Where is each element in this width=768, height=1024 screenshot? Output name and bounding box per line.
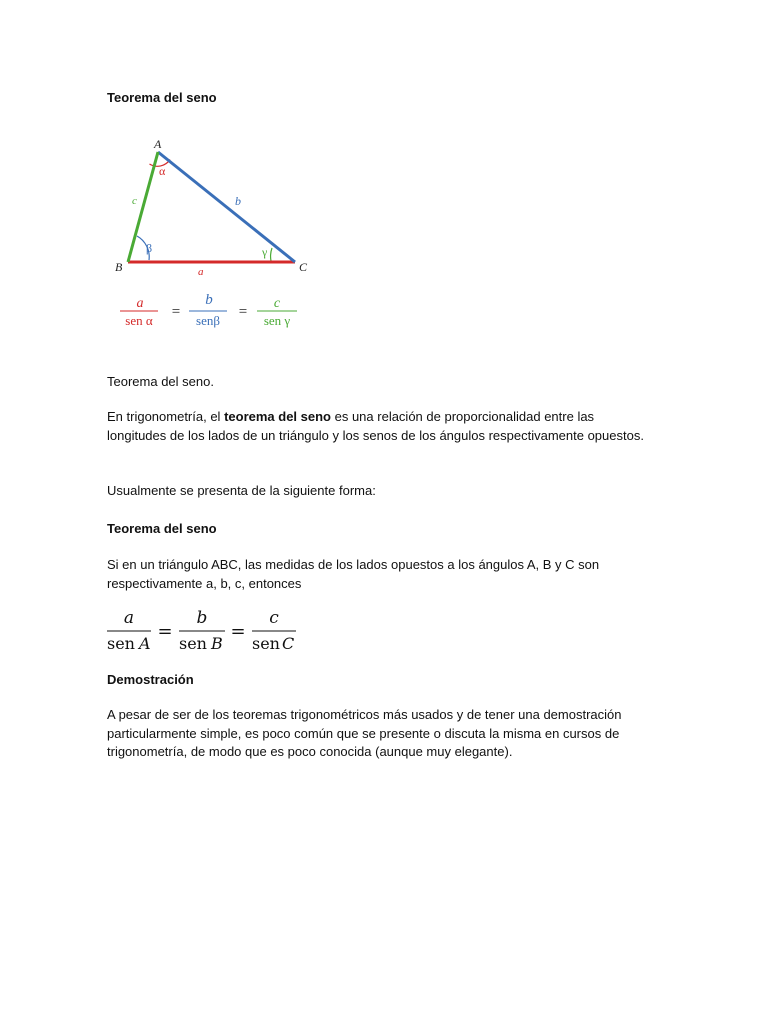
angle-beta-label: β [146, 241, 153, 255]
figure-caption: Teorema del seno. [107, 374, 214, 389]
formula-denominator-beta: senβ [196, 313, 220, 328]
formula-numerator-b: b [205, 292, 213, 308]
formula-equals-2: = [238, 304, 248, 320]
side-b-label: b [235, 194, 241, 208]
formula-denominator-alpha: sen α [125, 313, 153, 328]
formula2-numerator-a: a [123, 608, 135, 628]
side-b-line [158, 152, 295, 262]
colored-law-of-sines-formula [120, 292, 297, 328]
formula-denominator-gamma: sen γ [263, 313, 291, 328]
angle-gamma-label: γ [262, 245, 268, 259]
vertex-b-label: B [115, 260, 123, 274]
law-of-sines-diagram [105, 130, 320, 340]
formula-numerator-a: a [136, 296, 144, 311]
formula2-denominator-1: sen A [107, 634, 151, 653]
usual-form-line: Usualmente se presenta de la siguiente forma: [107, 483, 376, 498]
intro-text-after: es una relación de proporcionalidad entre las longitudes de los lados de un triángulo y los senos de los ángulos respectivamente opuestos. [107, 409, 644, 443]
intro-bold-term: teorema del seno [224, 409, 331, 424]
formula-numerator-c: c [273, 296, 281, 311]
side-c-label: c [132, 195, 137, 207]
formula2-numerator-c: c [269, 608, 279, 628]
angle-gamma-arc [271, 248, 272, 261]
formula2-equals-1: = [157, 621, 173, 642]
formula2-denominator-3: sen C [252, 634, 295, 653]
vertex-c-label: C [299, 260, 308, 274]
side-a-label: a [198, 266, 204, 278]
formula-equals-1: = [171, 304, 181, 320]
angle-alpha-label: α [159, 164, 166, 178]
page-title: Teorema del seno [107, 90, 217, 105]
formula2-numerator-b: b [196, 608, 208, 628]
side-c-line [128, 152, 158, 262]
theorem-statement: Si en un triángulo ABC, las medidas de los lados opuestos a los ángulos A, B y C son respectivamente a, b, c, entonces [107, 557, 600, 591]
section-subheading: Teorema del seno [107, 521, 217, 536]
intro-paragraph [107, 408, 652, 445]
formula2-equals-2: = [230, 621, 246, 642]
demonstration-paragraph: A pesar de ser de los teoremas trigonométricos más usados y de tener una demostración particularmente simple, es poco común que se presente o discuta la misma en cursos de trigonometría, de modo que es poco conocida (aunque muy elegante). [107, 707, 622, 759]
demonstration-heading: Demostración [107, 672, 194, 687]
vertex-a-label: A [154, 137, 162, 151]
formula2-denominator-2: sen B [179, 634, 223, 653]
law-of-sines-formula [103, 603, 303, 657]
intro-text-before: En trigonometría, el [107, 409, 225, 424]
